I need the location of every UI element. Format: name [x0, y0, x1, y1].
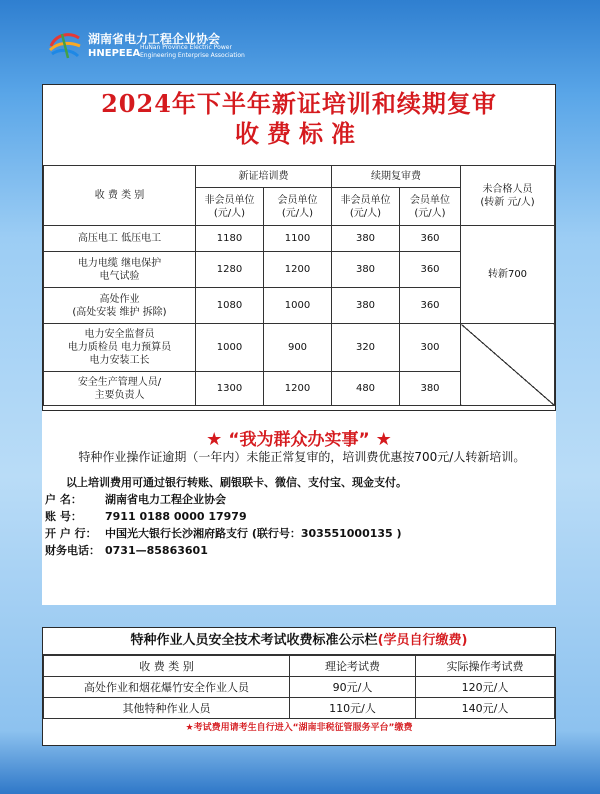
exam-title-note: (学员自行缴费)	[377, 633, 468, 648]
row-category: 电力安全监督员 电力质检员 电力预算员 电力安装工长	[44, 324, 196, 372]
phone-line	[42, 542, 556, 559]
cell: 380	[400, 372, 461, 406]
account-name: 湖南省电力工程企业协会	[105, 493, 226, 506]
phone-label: 财务电话：	[45, 544, 100, 557]
account-name-label: 户 名：	[45, 493, 82, 506]
cell: 1300	[196, 372, 264, 406]
account-number-line	[42, 508, 556, 525]
fee-table	[43, 165, 555, 406]
star-icon: ★	[206, 429, 223, 450]
table-row	[44, 677, 555, 698]
row-category: 安全生产管理人员/ 主要负责人	[44, 372, 196, 406]
row-category: 高处作业 (高处安装 维护 拆除)	[44, 288, 196, 324]
cell: 1100	[264, 226, 332, 252]
cell: 360	[400, 252, 461, 288]
slogan-text: “我为群众办实事”	[228, 430, 370, 450]
account-number: 7911 0188 0000 17979	[105, 510, 247, 523]
account-number-label: 账 号：	[45, 510, 82, 523]
payment-intro: 以上培训费用可通过银行转账、刷银联卡、微信、支付宝、现金支付。	[66, 476, 407, 489]
cell: 360	[400, 226, 461, 252]
exam-payment-note: ★考试费用请考生自行进入“湖南非税征管服务平台”缴费	[185, 723, 413, 733]
cell: 380	[332, 288, 400, 324]
row-category: 其他特种作业人员	[44, 698, 290, 719]
header-new-training: 新证培训费	[196, 166, 332, 188]
cell: 90元/人	[290, 677, 416, 698]
header-practice: 实际操作考试费	[416, 656, 555, 677]
slogan	[42, 411, 556, 450]
cell: 380	[332, 226, 400, 252]
bank-label: 开 户 行：	[45, 527, 97, 540]
table-row	[44, 324, 555, 372]
cell: 120元/人	[416, 677, 555, 698]
cell: 1280	[196, 252, 264, 288]
cell: 1180	[196, 226, 264, 252]
sub-nonmember: 非会员单位 (元/人)	[196, 188, 264, 226]
row-category: 高处作业和烟花爆竹安全作业人员	[44, 677, 290, 698]
fee-standard-panel	[42, 84, 556, 411]
association-logo-icon	[48, 28, 82, 62]
org-name-en: HuNan Province Electric Power Engineering Enterprise Association	[140, 44, 245, 59]
cell: 1000	[264, 288, 332, 324]
header-category: 收 费 类 别	[44, 166, 196, 226]
title-line-1: 2024年下半年新证培训和续期复审	[101, 89, 497, 118]
row-category: 高压电工 低压电工	[44, 226, 196, 252]
cell: 320	[332, 324, 400, 372]
org-name-cn: 湖南省电力工程企业协会	[88, 32, 221, 46]
cell: 1200	[264, 372, 332, 406]
cell: 380	[332, 252, 400, 288]
fee-standard-title	[43, 85, 555, 149]
bank-name: 中国光大银行长沙湘府路支行 (联行号：303551000135 )	[105, 527, 402, 540]
exam-fee-panel	[42, 627, 556, 746]
exam-title-text: 特种作业人员安全技术考试收费标准公示栏	[130, 633, 378, 648]
exam-fee-title	[43, 628, 555, 655]
cell: 480	[332, 372, 400, 406]
cell: 110元/人	[290, 698, 416, 719]
header	[0, 0, 600, 70]
notice-panel	[42, 411, 556, 605]
cell: 140元/人	[416, 698, 555, 719]
header-theory: 理论考试费	[290, 656, 416, 677]
finance-phone: 0731—85863601	[105, 544, 208, 557]
header-category: 收 费 类 别	[44, 656, 290, 677]
cell: 300	[400, 324, 461, 372]
cell: 1200	[264, 252, 332, 288]
table-row	[44, 698, 555, 719]
diagonal-empty-cell	[461, 324, 555, 406]
account-name-line	[42, 491, 556, 508]
exam-fee-table	[43, 655, 555, 719]
fail-value: 转新700	[461, 226, 555, 324]
org-abbreviation: HNEPEEA	[88, 48, 141, 59]
cell: 1080	[196, 288, 264, 324]
title-line-2: 收费标准	[235, 119, 363, 148]
cell: 360	[400, 288, 461, 324]
cell: 900	[264, 324, 332, 372]
sub-member: 会员单位 (元/人)	[400, 188, 461, 226]
star-icon: ★	[375, 429, 392, 450]
overdue-notice: 特种作业操作证逾期（一年内）未能正常复审的，培训费优惠按700元/人转新培训。	[78, 450, 526, 464]
sub-nonmember: 非会员单位 (元/人)	[332, 188, 400, 226]
table-row	[44, 226, 555, 252]
bank-line	[42, 525, 556, 542]
row-category: 电力电缆 继电保护 电气试验	[44, 252, 196, 288]
sub-member: 会员单位 (元/人)	[264, 188, 332, 226]
header-fail: 未合格人员 (转新 元/人)	[461, 166, 555, 226]
header-renewal: 续期复审费	[332, 166, 461, 188]
cell: 1000	[196, 324, 264, 372]
